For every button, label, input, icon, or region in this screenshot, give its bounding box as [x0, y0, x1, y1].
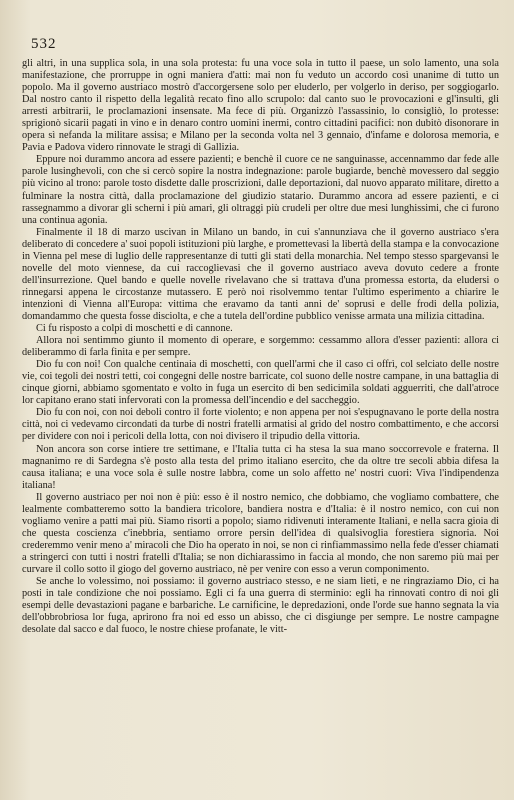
paragraph: Il governo austriaco per noi non è più: esso è il nostro nemico, che dobbiamo, che vogliamo combattere, che lealmente combatteremo sotto la bandiera tricolore, bandiera nostra e d'Italia: è il nostro nemico, con cui non vogliamo venire a patti mai più. Siamo risorti a popolo; siamo ridivenuti interamente Italiani, e nella sacra gioia di che questa coscienza c'inebbria, sentiamo orrore persin dell'idea di qualsivoglia forestiera signoria. Noi crederemmo venir meno a' miracoli che Dio ha operato in noi, se non ci rinfiammassimo nella fede d'esser chiamati a stringerci con tutti i nostri fratelli d'Italia; se non dichiarassimo in faccia al mondo, che non saremo più mai per curvare il collo sotto il giogo del governo austriaco, nè per venire con esso a verun componimento. [22, 491, 499, 575]
paragraph: Dio fu con noi, con noi deboli contro il forte violento; e non appena per noi s'espugnavano le porte della nostra città, noi ci vedevamo circondati da turbe di nostri fratelli armatisi al grido del nostro combattimento, e che accorsi per dividere con noi i pericoli della lotta, con noi divisero il tripudio della vittoria. [22, 407, 499, 443]
body-text [22, 58, 499, 636]
paragraph: Eppure noi durammo ancora ad essere pazienti; e benchè il cuore ce ne sanguinasse, accennammo dar fede alle parole lusinghevoli, con che si cercò sopire la nostra indegnazione: parole bugiarde, benchè movessero dal seggio più vicino al trono: parole tosto disdette dalle proscrizioni, dalle deportazioni, dal nuovo apparato militare, diretto a fulminare la nostra città, dalla proclamazione del giudizio statario. Durammo ancora ad essere pazienti, e ci rassegnammo a divorar gli scherni i più amari, gli oltraggi più crudeli per oltre due mesi lunghissimi, che ci furono una continua agonia. [22, 154, 499, 226]
paragraph: Non ancora son corse intiere tre settimane, e l'Italia tutta ci ha stesa la sua mano soccorrevole e fraterna. Il magnanimo re di Sardegna s'è posto alla testa del primo italiano esercito, che da oltre tre secoli abbia difesa la causa italiana; e una voce sola è sulle nostre labbra, come un solo affetto ne' nostri cuori: Viva l'indipendenza italiana! [22, 443, 499, 491]
paragraph: Finalmente il 18 di marzo uscivan in Milano un bando, in cui s'annunziava che il governo austriaco s'era deliberato di concedere a' suoi popoli istituzioni più larghe, e promettevasi la libertà della stampa e la convocazione in Vienna pel mese di luglio delle rappresentanze di tutti gli stati della monarchia. Nel tempo stesso spargevansi le novelle del moto viennese, da cui raccoglievasi che il governo austriaco aveva dovuto cedere a fronte dell'insurrezione. Quel bando e quelle novelle rivelavano che si trattava d'una promessa estorta, da eludersi o rinnegarsi appena le circostanze mutassero. E però noi risolvemmo tentar l'ultimo esperimento a chiarire le intenzioni di Vienna all'Europa: vittima che eravamo da tanti anni de' soprusi e delle frodi della polizia, domandammo che questa fosse disciolta, e che a tutela dell'ordine pubblico venisse armata una milizia cittadina. [22, 226, 499, 322]
paragraph: gli altri, in una supplica sola, in una sola protesta: fu una voce sola in tutto il paese, un solo lamento, una sola manifestazione, che prorruppe in ogni maniera d'atti: mai non fu veduto un accordo così unanime di tutto un popolo. Ma il governo austriaco mostrò d'accorgersene solo per eluderlo, per volgerlo in deriso, per soggiogarlo. Dal nostro canto il rispetto della legalità recato fino allo scrupolo: dal canto suo le provocazioni e gl'insulti, gli arresti arbitrarii, le proclamazioni insensate. Ma fece di più. Organizzò l'assassinio, lo consigliò, lo protesse: sprigionò sicarii pagati in vino e in denaro contro uomini inermi, contro cittadini pacifici: non dubitò disonorare in opera sì nefanda la militare assisa; e Milano per la seconda volta nel 3 gennaio, d'infame e dolorosa memoria, e Pavia e Padova videro rinnovate le stragi di Gallizia. [22, 58, 499, 154]
paragraph: Se anche lo volessimo, noi possiamo: il governo austriaco stesso, e ne siam lieti, e ne ringraziamo Dio, ci ha posti in tale condizione che noi possiamo. Egli ci fa una guerra di sterminio: egli ha rinnovati contro di noi gli esempi delle devastazioni pagane e barbariche. Le carnificine, le depredazioni, onde l'orde sue hanno segnata la via dell'obbrobriosa lor fuga, aprirono fra noi ed esso un abisso, che ci disgiunge per sempre. Le nostre campagne desolate dal sacco e dal fuoco, le nostre chiese profanate, le vitt- [22, 576, 499, 636]
paragraph: Allora noi sentimmo giunto il momento di operare, e sorgemmo: cessammo allora d'esser pazienti: allora ci deliberammo di farla finita e per sempre. [22, 335, 499, 359]
paragraph: Dio fu con noi! Con qualche centinaia di moschetti, con quell'armi che il caso ci offrì, col selciato delle nostre vie, coi tegoli dei nostri tetti, coi congegni delle nostre barricate, col suono delle nostre campane, in una battaglia di cinque giorni, abbiamo sgomentato e volto in fuga un esercito di ben sedicimila soldati agguerriti, che dall'atroce lor capitano erano stati infervorati con la promessa dell'incendio e del saccheggio. [22, 359, 499, 407]
page-number: 532 [31, 36, 57, 52]
paragraph: Ci fu risposto a colpi di moschetti e di cannone. [36, 323, 233, 335]
